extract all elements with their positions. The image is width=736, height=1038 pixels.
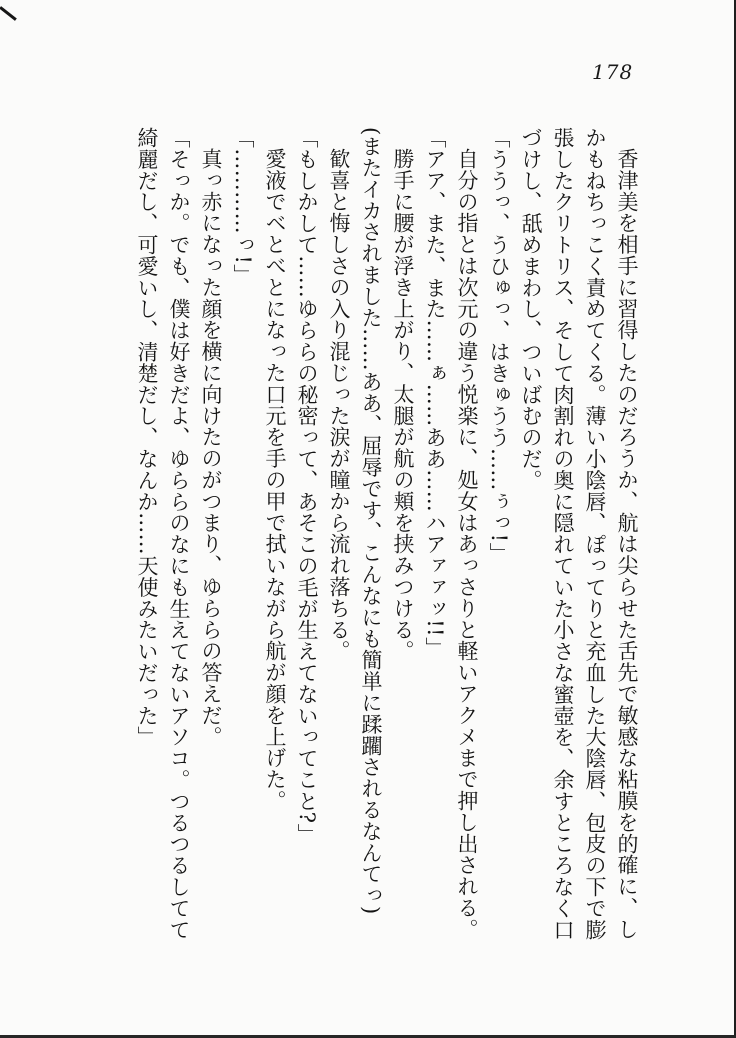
text-line: (またイカされました……ああ、屈辱です、こんなにも簡単に蹂躙されるなんてっ): [359, 127, 383, 915]
text-line: 「ううっ、うひゅっ、はきゅうう……ぅっ!」: [487, 127, 511, 564]
text-line: 真っ赤になった顔を横に向けたのがつまり、ゆららの答えだ。: [199, 148, 223, 748]
page-number: 178: [592, 60, 634, 84]
text-line: 張したクリトリス、そして肉割れの奥に隠れていた小さな蜜壺を、余すところなく口: [551, 127, 575, 941]
text-line: 歓喜と悔しさの入り混じった涙が瞳から流れ落ちる。: [327, 148, 351, 662]
text-line: 自分の指とは次元の違う悦楽に、処女はあっさりと軽いアクメまで押し出される。: [455, 148, 479, 940]
text-line: 綺麗だし、可愛いし、清楚だし、なんか……天使みたいだった」: [135, 127, 159, 748]
text-line: 「…………っ!」: [231, 127, 255, 286]
text-line: 愛液でベとべとになった口元を手の甲で拭いながら航が顔を上げた。: [263, 148, 287, 812]
text-line: づけし、舐めまわし、ついばむのだ。: [519, 127, 543, 491]
text-line: 「そっか。でも、僕は好きだよ、ゆららのなにも生えてないアソコ。つるつるしてて: [167, 127, 191, 941]
text-line: 「アア、また、また……ぁ……ああ……ハアァァッ!!」: [423, 127, 447, 659]
body-text-vertical: [131, 127, 643, 987]
scan-artifact-top-left: [0, 6, 17, 21]
text-line: 「もしかして……ゆららの秘密って、あそこの毛が生えてないってこと?」: [295, 127, 319, 845]
text-line: 勝手に腰が浮き上がり、太腿が航の頬を挟みつける。: [391, 148, 415, 662]
text-line: かもねちっこく責めてくる。薄い小陰唇、ぽってりと充血した大陰唇、包皮の下で膨: [583, 127, 607, 941]
text-line: 香津美を相手に習得したのだろうか、航は尖らせた舌先で敏感な粘膜を的確に、し: [615, 148, 639, 940]
